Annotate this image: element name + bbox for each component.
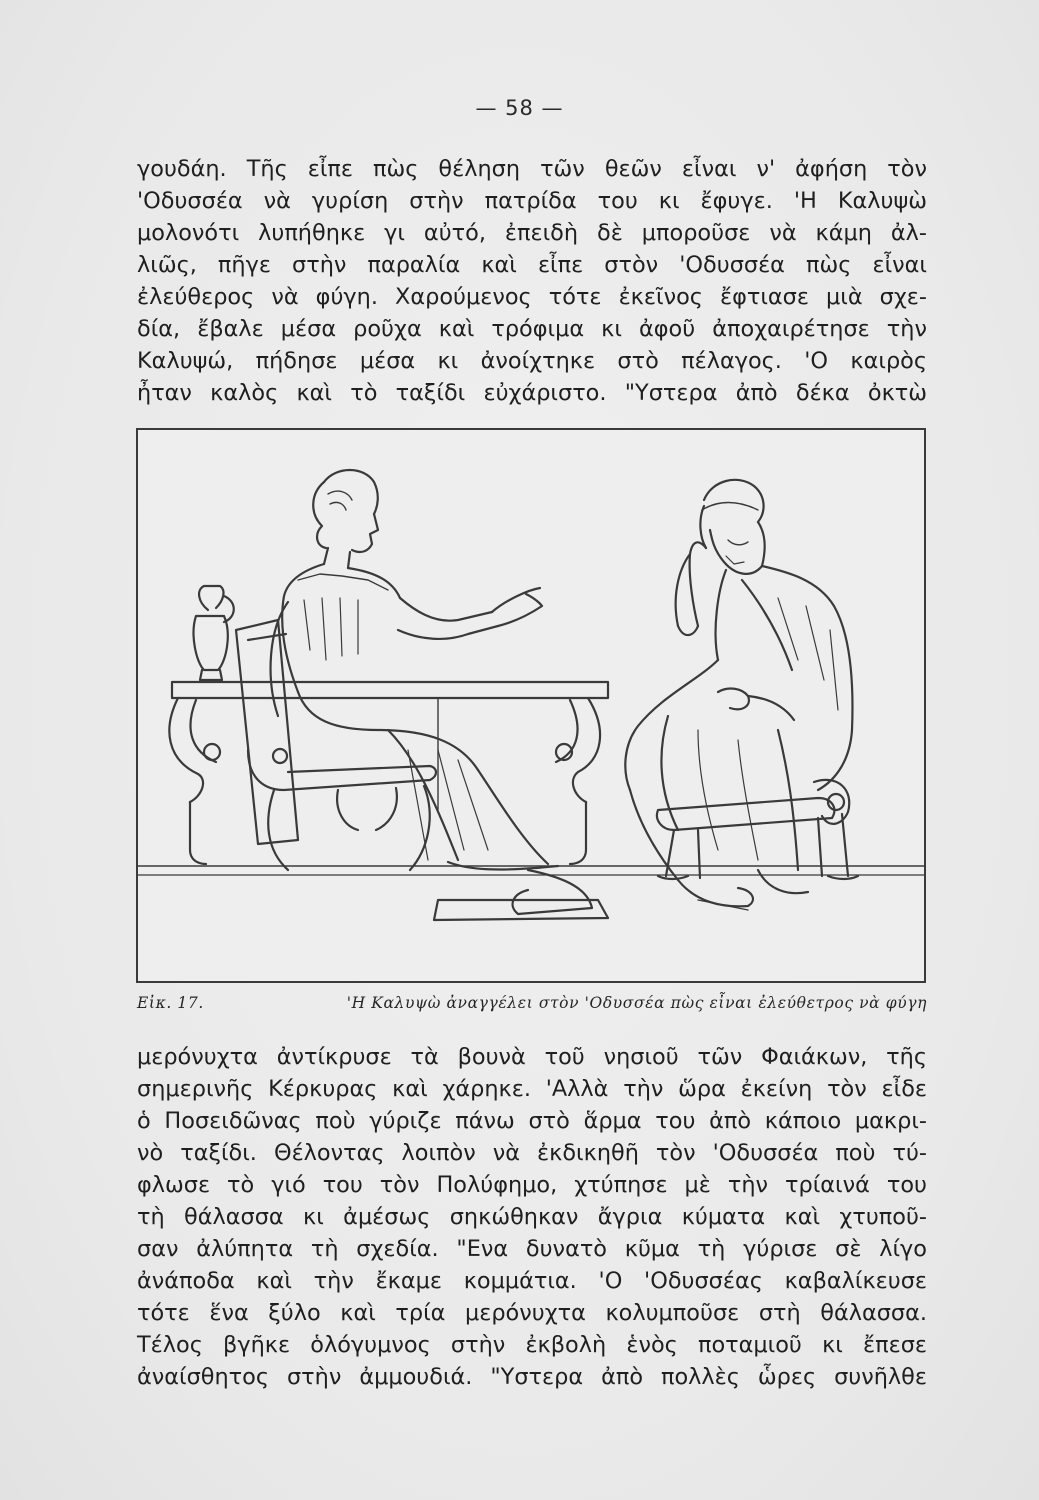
top-paragraph: [137, 153, 927, 409]
text-line: σημερινῆς Κέρκυρας καὶ χάρηκε. 'Αλλὰ τὴν ὥρα ἐκείνη τὸν εἶδε: [137, 1076, 927, 1102]
text-line: τὴ θάλασσα κι ἀμέσως σηκώθηκαν ἄγρια κύματα καὶ χτυποῦ-: [137, 1204, 927, 1230]
page-number: — 58 —: [475, 96, 564, 120]
caption-text: 'Η Καλυψὼ ἀναγγέλει στὸν 'Οδυσσέα πὼς εἶναι ἐλεύθετρος νὰ φύγη: [346, 994, 927, 1012]
text-line: ἐλεύθερος νὰ φύγη. Χαρούμενος τότε ἐκεῖνος ἔφτιασε μιὰ σχε-: [137, 284, 927, 310]
text-line: σαν ἀλύπητα τὴ σχεδία. "Ενα δυνατὸ κῦμα τὴ γύρισε σὲ λίγο: [137, 1236, 927, 1262]
text-line: φλωσε τὸ γιό του τὸν Πολύφημο, χτύπησε μὲ τὴν τρίαινά του: [137, 1172, 927, 1198]
chair-shape: [236, 620, 436, 870]
table-shape: [169, 682, 608, 864]
text-line: νὸ ταξίδι. Θέλοντας λοιπὸν νὰ ἐκδικηθῆ τὸν 'Οδυσσέα ποὺ τύ-: [137, 1140, 927, 1166]
text-line: γουδάη. Τῆς εἶπε πὼς θέληση τῶν θεῶν εἶναι ν' ἀφήση τὸν: [137, 156, 927, 182]
calypso-figure: [271, 470, 608, 920]
text-line: λιῶς, πῆγε στὴν παραλία καὶ εἶπε στὸν 'Οδυσσέα πὼς εἶναι: [137, 252, 927, 278]
text-line: δία, ἔβαλε μέσα ροῦχα καὶ τρόφιμα κι ἀφοῦ ἀποχαιρέτησε τὴν: [137, 316, 927, 342]
illustration-calypso-odysseus: [138, 430, 924, 981]
figure-caption: [137, 994, 927, 1012]
text-line: μερόνυχτα ἀντίκρυσε τὰ βουνὰ τοῦ νησιοῦ τῶν Φαιάκων, τῆς: [137, 1044, 927, 1070]
text-line: ἀναίσθητος στὴν ἀμμουδιά. "Υστερα ἀπὸ πολλὲς ὧρες συνῆλθε: [137, 1364, 927, 1390]
text-line: μολονότι λυπήθηκε γι αὐτό, ἐπειδὴ δὲ μποροῦσε νὰ κάμη ἀλ-: [137, 220, 927, 246]
stool-shape: [657, 780, 858, 879]
odysseus-figure: [625, 480, 852, 910]
text-line: τότε ἕνα ξύλο καὶ τρία μερόνυχτα κολυμποῦσε στὴ θάλασσα.: [137, 1300, 927, 1326]
text-line: Τέλος βγῆκε ὁλόγυμνος στὴν ἐκβολὴ ἑνὸς ποταμιοῦ κι ἔπεσε: [137, 1332, 927, 1358]
text-line: ἀνάποδα καὶ τὴν ἔκαμε κομμάτια. 'Ο 'Οδυσσέας καβαλίκευσε: [137, 1268, 927, 1294]
text-line: 'Οδυσσέα νὰ γυρίση στὴν πατρίδα του κι ἔφυγε. 'Η Καλυψὼ: [137, 188, 927, 214]
bottom-paragraph: [137, 1041, 927, 1393]
jug-icon: [194, 586, 234, 680]
text-line: Καλυψώ, πήδησε μέσα κι ἀνοίχτηκε στὸ πέλαγος. 'Ο καιρὸς: [137, 348, 927, 374]
text-line: ὁ Ποσειδῶνας ποὺ γύριζε πάνω στὸ ἅρμα του ἀπὸ κάποιο μακρι-: [137, 1108, 927, 1134]
caption-number: Εἰκ. 17.: [137, 994, 204, 1012]
text-line: ἦταν καλὸς καὶ τὸ ταξίδι εὐχάριστο. "Υστερα ἀπὸ δέκα ὀκτὼ: [137, 380, 927, 406]
illustration-frame: [136, 428, 926, 983]
